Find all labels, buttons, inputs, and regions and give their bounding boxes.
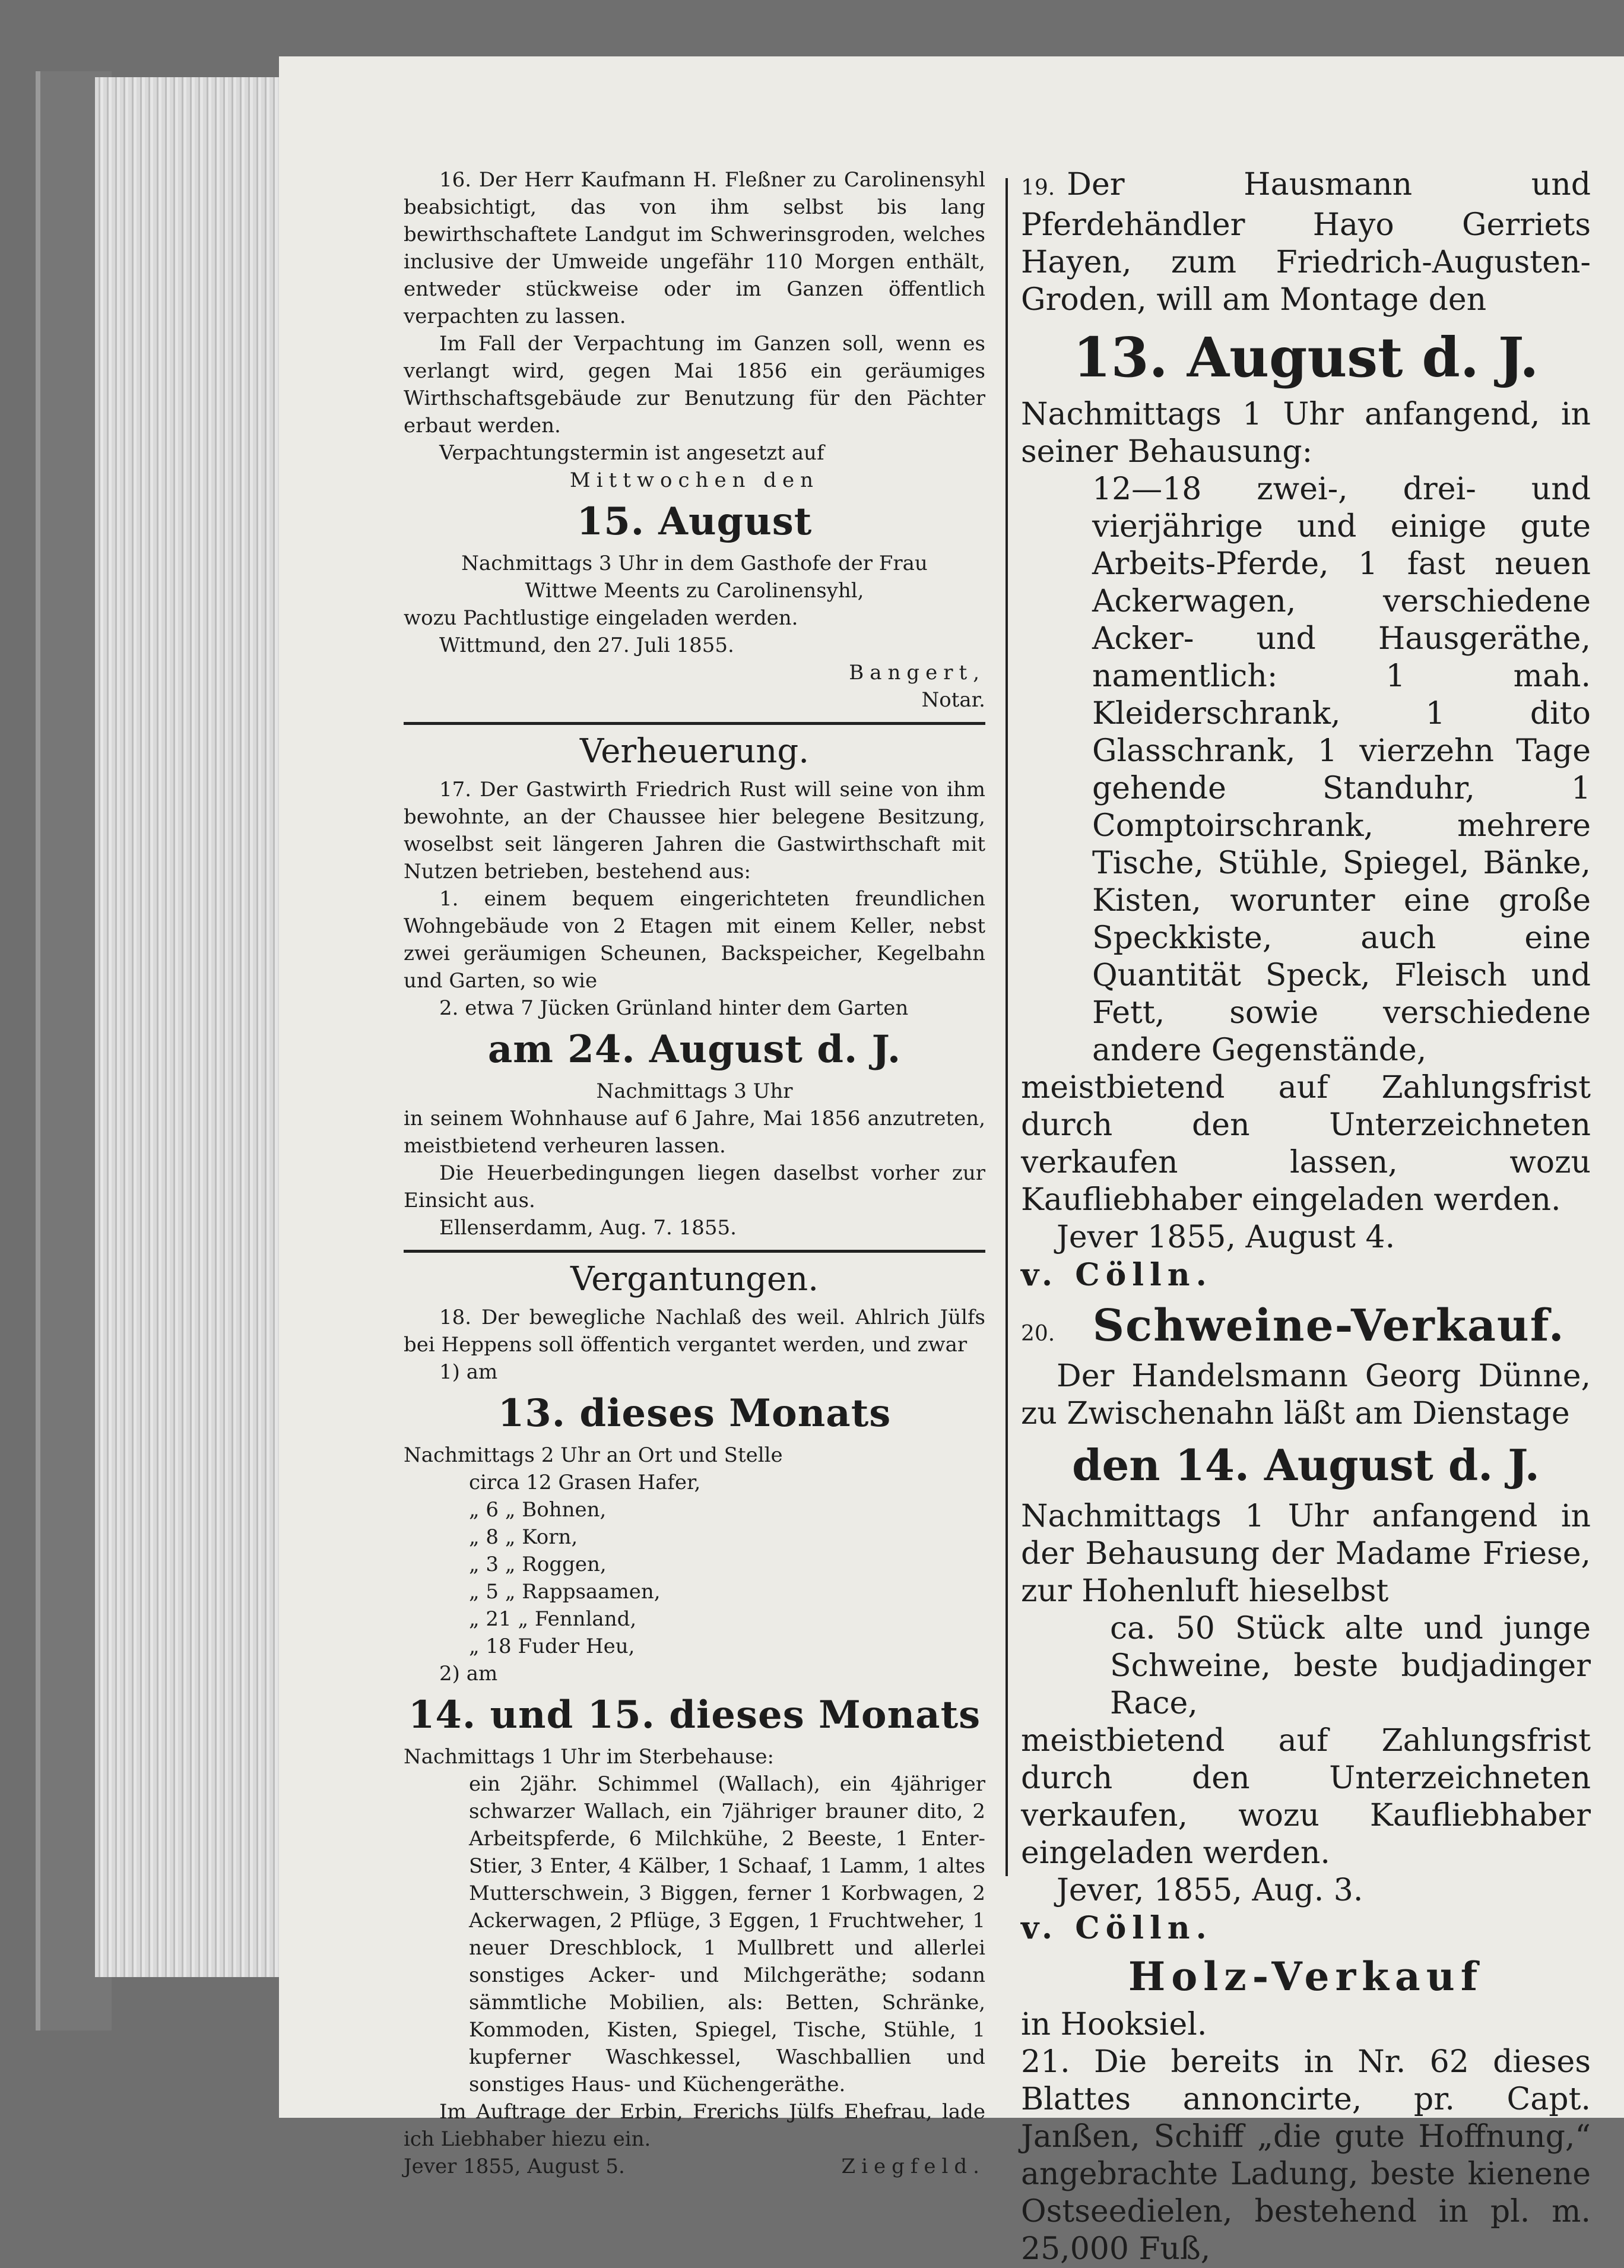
page-edges	[95, 77, 291, 1977]
notice-16-weekday: Mittwochen den	[569, 468, 820, 492]
notice-20-para2: Nachmittags 1 Uhr anfangend in der Behausung der Madame Friese, zur Hohenluft hieselbst	[1021, 1499, 1591, 1609]
list-item: „ 18 Fuder Heu,	[469, 1635, 635, 1658]
notice-16-place-date: Wittmund, den 27. Juli 1855.	[439, 633, 734, 657]
notice-17-time: Nachmittags 3 Uhr	[596, 1079, 793, 1103]
notice-17-place-date: Ellenserdamm, Aug. 7. 1855.	[439, 1216, 737, 1240]
notice-19-para3: 12—18 zwei-, drei- und vierjährige und einige gute Arbeits-Pferde, 1 fast neuen Ackerwagen, verschiedene Acker- und Hausgeräthe, namentlich: 1 mah. Kleiderschrank, 1 dito Glasschrank, 1 vierzehn Tage gehende Standuhr, 1 Comptoirschrank, mehrere Tische, Stühle, Spiegel, Bänke, Kisten, worunter eine große Speckkiste, auch eine Quantität Speck, Fleisch und Fett, sowie verschiedene andere Gegenstände,	[1092, 471, 1591, 1068]
notice-19-para4: meistbietend auf Zahlungsfrist durch den Unterzeichneten verkaufen lassen, wozu Kaufliebhaber eingeladen werden.	[1021, 1070, 1591, 1218]
notice-18-am1: 1) am	[439, 1360, 498, 1384]
notice-18-time1: Nachmittags 2 Uhr an Ort und Stelle	[404, 1443, 783, 1467]
list-item: „ 3 „ Roggen,	[469, 1553, 607, 1576]
notice-20-number: 20.	[1021, 1322, 1055, 1346]
notice-20-heading: Schweine-Verkauf.	[1092, 1300, 1565, 1351]
notice-19-para1: Der Hausmann und Pferdehändler Hayo Gerriets Hayen, zum Friedrich-Augusten-Groden, will am Montage den	[1021, 167, 1591, 318]
list-item: „ 8 „ Korn,	[469, 1525, 578, 1549]
notice-19-number: 19.	[1021, 176, 1055, 200]
notice-20-header	[1021, 1294, 1591, 1358]
section-rule	[404, 1250, 985, 1253]
notice-17-para3: Die Heuerbedingungen liegen daselbst vorher zur Einsicht aus.	[404, 1161, 985, 1212]
notice-18-date2: 14. und 15. dieses Monats	[408, 1693, 981, 1737]
notice-18-items	[469, 1469, 985, 1660]
column-divider	[1006, 178, 1008, 1876]
notice-16-para3: Verpachtungstermin ist angesetzt auf	[439, 441, 824, 465]
notice-19-signer: v. Cölln.	[1021, 1257, 1213, 1293]
list-item: circa 12 Grasen Hafer,	[469, 1471, 701, 1494]
notice-20-place-date: Jever, 1855, Aug. 3.	[1057, 1873, 1363, 1908]
left-column	[404, 166, 985, 2180]
list-item: „ 21 „ Fennland,	[469, 1607, 637, 1631]
notice-20-date: den 14. August d. J.	[1072, 1440, 1540, 1490]
notice-16-title: Notar.	[921, 688, 985, 712]
notice-17-item2: 2. etwa 7 Jücken Grünland hinter dem Garten	[439, 996, 909, 1020]
notice-17-para1: 17. Der Gastwirth Friedrich Rust will seine von ihm bewohnte, an der Chaussee hier belegene Besitzung, woselbst seit längeren Jahren die Gastwirthschaft mit Nutzen betrieben, bestehend aus:	[404, 778, 985, 883]
notice-21-subheading: in Hooksiel.	[1021, 2007, 1207, 2042]
notice-18-date1: 13. dieses Monats	[497, 1391, 892, 1436]
right-column	[1021, 166, 1591, 2268]
section-rule	[404, 722, 985, 725]
notice-17-item1: 1. einem bequem eingerichteten freundlichen Wohngebäude von 2 Etagen mit einem Keller, nebst zwei geräumigen Scheunen, Backspeicher, Kegelbahn und Garten, so wie	[404, 887, 985, 993]
notice-16-para2: Im Fall der Verpachtung im Ganzen soll, wenn es verlangt wird, gegen Mai 1856 ein geräumiges Wirthschaftsgebäude zur Benutzung für den Pächter erbaut werden.	[404, 332, 985, 438]
notice-18-heading: Vergantungen.	[570, 1260, 819, 1298]
notice-18-para3: Im Auftrage der Erbin, Frerichs Jülfs Ehefrau, lade ich Liebhaber hiezu ein.	[404, 2100, 985, 2151]
notice-16-para1: 16. Der Herr Kaufmann H. Fleßner zu Carolinensyhl beabsichtigt, das von ihm selbst bis lang bewirthschaftete Landgut im Schwerinsgroden, welches inclusive der Umweide ungefähr 110 Morgen enthält, entweder stückweise oder im Ganzen öffentlich verpachten zu lassen.	[404, 168, 985, 328]
notice-19-para2: Nachmittags 1 Uhr anfangend, in seiner Behausung:	[1021, 397, 1591, 470]
notice-16-date: 15. August	[576, 499, 813, 544]
notice-17-date: am 24. August d. J.	[487, 1027, 902, 1072]
notice-18-para1: 18. Der bewegliche Nachlaß des weil. Ahlrich Jülfs bei Heppens soll öffentich vergantet werden, und zwar	[404, 1306, 985, 1357]
notice-18-place-date: Jever 1855, August 5.	[404, 2155, 625, 2178]
notice-16-invite: wozu Pachtlustige eingeladen werden.	[404, 606, 798, 630]
notice-17-para2: in seinem Wohnhause auf 6 Jahre, Mai 1856 anzutreten, meistbietend verheuren lassen.	[404, 1107, 985, 1158]
notice-16-time1: Nachmittags 3 Uhr in dem Gasthofe der Frau	[461, 552, 928, 575]
notice-19-date: 13. August d. J.	[1073, 325, 1539, 389]
notice-19-place-date: Jever 1855, August 4.	[1057, 1219, 1395, 1255]
notice-17-heading: Verheuerung.	[579, 732, 810, 771]
notice-16-time2: Wittwe Meents zu Carolinensyhl,	[525, 579, 864, 603]
notice-18-para2: ein 2jähr. Schimmel (Wallach), ein 4jähriger schwarzer Wallach, ein 7jähriger brauner dito, 2 Arbeitspferde, 6 Milchkühe, 2 Beeste, 1 Enter-Stier, 3 Enter, 4 Kälber, 1 Schaaf, 1 Lamm, 1 altes Mutterschwein, 3 Biggen, ferner 1 Korbwagen, 2 Ackerwagen, 2 Pflüge, 3 Eggen, 1 Fruchtweher, 1 neuer Dreschblock, 1 Mullbrett und allerlei sonstiges Acker- und Milchgeräthe; sodann sämmtliche Mobilien, als: Betten, Schränke, Kommoden, Kisten, Spiegel, Tische, Stühle, 1 kupferner Waschkessel, Waschballien und sonstiges Haus- und Küchengeräthe.	[469, 1772, 985, 2096]
notice-18-am2: 2) am	[439, 1662, 498, 1686]
list-item: „ 5 „ Rappsaamen,	[469, 1580, 661, 1604]
notice-20-signer: v. Cölln.	[1021, 1910, 1213, 1946]
notice-18-signer: Ziegfeld.	[841, 2155, 985, 2178]
notice-20-para3: ca. 50 Stück alte und junge Schweine, beste budjadinger Race,	[1110, 1611, 1591, 1721]
notice-21-para1: 21. Die bereits in Nr. 62 dieses Blattes annoncirte, pr. Capt. Janßen, Schiff „die gute Hoffnung,“ angebrachte Ladung, beste kienene Ostseedielen, bestehend in pl. m. 25,000 Fuß,	[1021, 2044, 1591, 2267]
notice-20-para4: meistbietend auf Zahlungsfrist durch den Unterzeichneten verkaufen, wozu Kaufliebhaber eingeladen werden.	[1021, 1723, 1591, 1871]
notice-21-heading: Holz-Verkauf	[1128, 1953, 1484, 2000]
notice-16-signer: Bangert,	[849, 661, 985, 685]
notice-18-time2: Nachmittags 1 Uhr im Sterbehause:	[404, 1745, 774, 1769]
notice-20-para1: Der Handelsmann Georg Dünne, zu Zwischenahn läßt am Dienstage	[1021, 1358, 1591, 1431]
notice-18-footer	[404, 2153, 985, 2180]
list-item: „ 6 „ Bohnen,	[469, 1498, 607, 1522]
